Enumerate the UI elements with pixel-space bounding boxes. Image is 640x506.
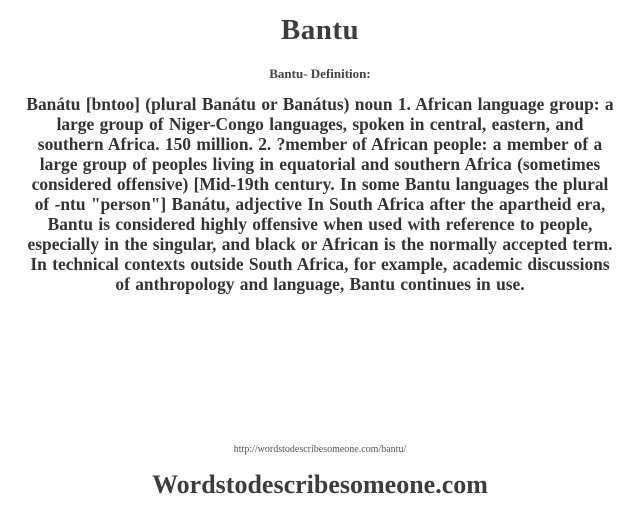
page-title: Bantu [280,14,360,46]
definition-text: Banátu [bntoo] (plural Banátu or Banátus) noun 1. African language group: a large group of Niger-Congo languages, spoken in central, eastern, and southern Africa. 150 million. 2. ?member of African people: a member of a large group of peoples living in equatorial and southern Africa (sometimes considered offensive) [Mid-19th century. In some Bantu languages the plural of -ntu "person"] Banátu, adjective In South Africa after the apartheid era, Bantu is considered highly offensive when used with reference to people, especially in the singular, and black or African is the normally accepted term. In technical contexts outside South Africa, for example, academic discussions of anthropology and language, Bantu continues in use. [26,94,614,294]
definition-subtitle: Bantu- Definition: [269,66,371,81]
source-url: http://wordstodescribesomeone.com/bantu/ [233,444,407,455]
site-name: Wordstodescribesomeone.com [152,470,488,499]
